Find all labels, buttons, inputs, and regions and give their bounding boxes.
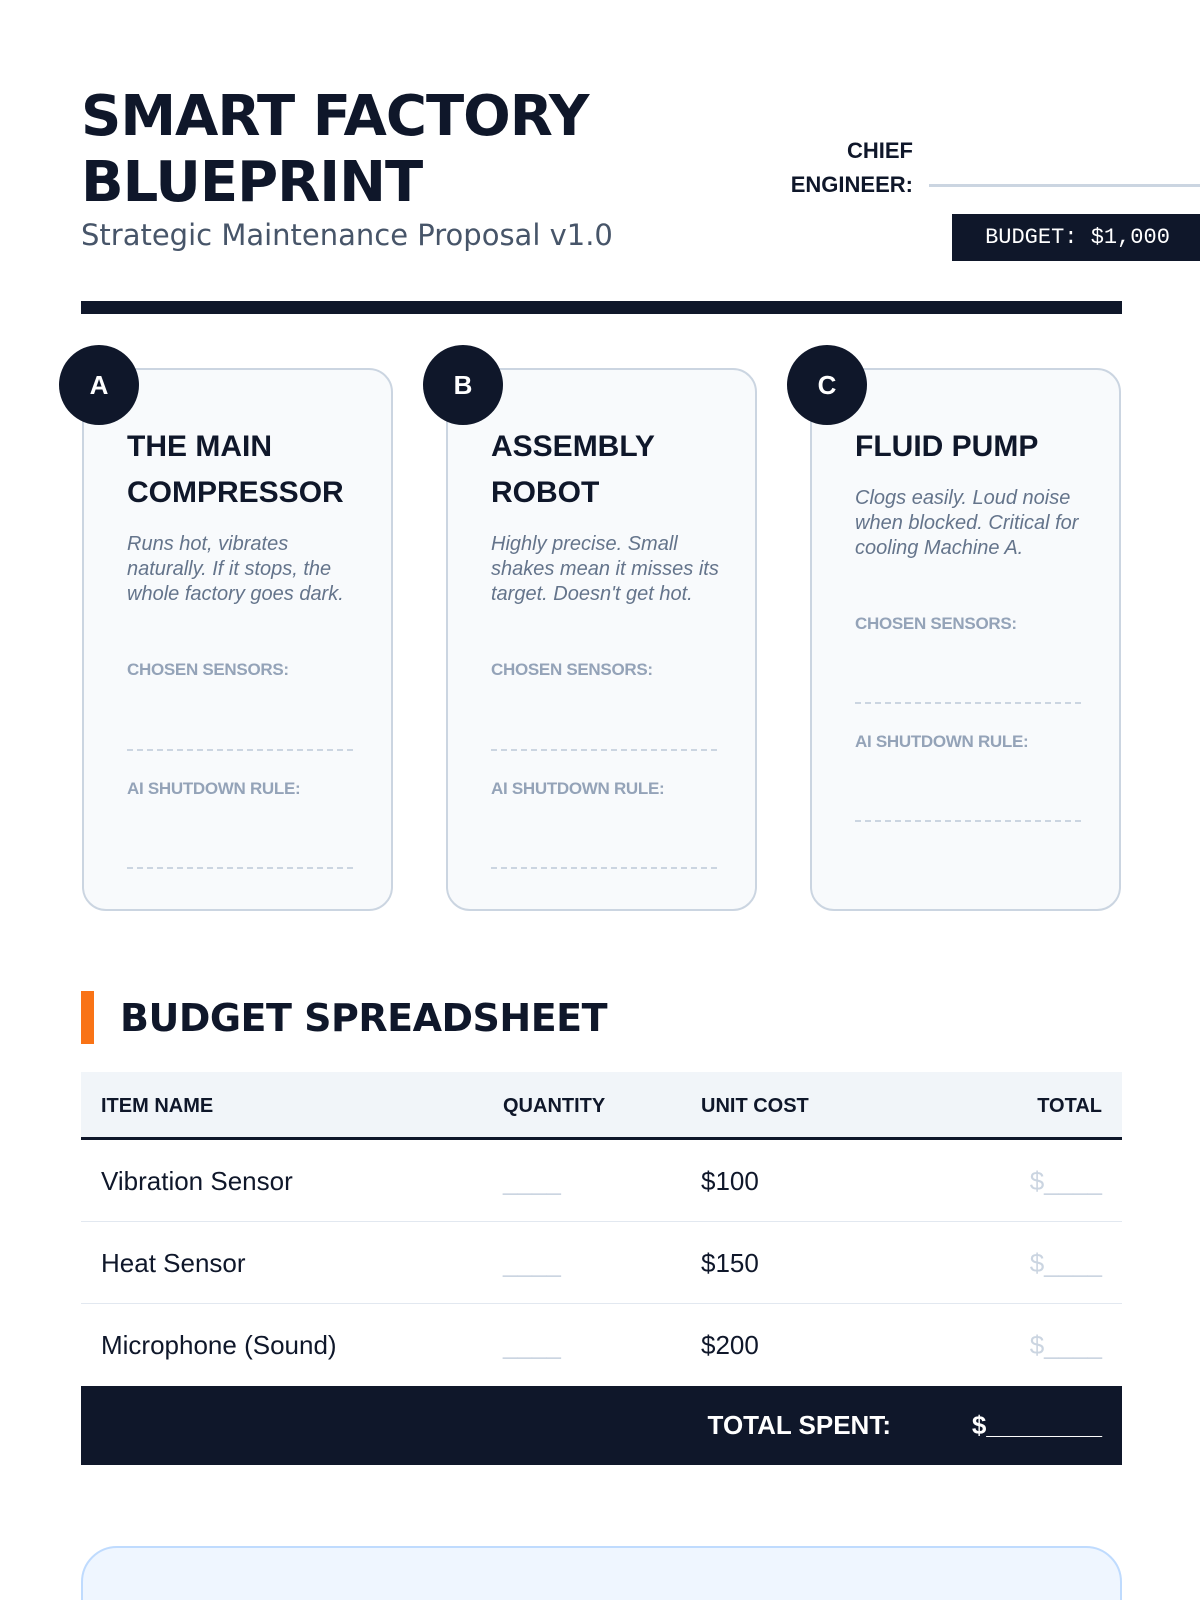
machine-title: FLUID PUMP — [855, 430, 1039, 463]
chosen-sensors-label: CHOSEN SENSORS: — [127, 660, 289, 679]
total-spent-label: TOTAL SPENT: — [707, 1410, 891, 1440]
column-header-unit-cost: UNIT COST — [701, 1095, 809, 1117]
item-name-cell: Vibration Sensor — [101, 1166, 293, 1196]
column-header-item-name: ITEM NAME — [101, 1095, 214, 1117]
ai-shutdown-rule-field[interactable] — [127, 867, 353, 869]
chosen-sensors-field[interactable] — [855, 702, 1081, 704]
machine-title: ASSEMBLY ROBOT — [491, 430, 655, 509]
quantity-field[interactable]: ____ — [503, 1166, 561, 1196]
item-name-cell: Microphone (Sound) — [101, 1330, 337, 1360]
ai-shutdown-rule-label: AI SHUTDOWN RULE: — [855, 732, 1029, 751]
section-accent-bar — [81, 991, 94, 1044]
table-row — [81, 1304, 1122, 1386]
row-total-field[interactable]: $____ — [1029, 1330, 1102, 1360]
quantity-field[interactable]: ____ — [503, 1330, 561, 1360]
column-header-total: TOTAL — [1037, 1095, 1102, 1117]
table-row — [81, 1140, 1122, 1222]
chosen-sensors-field[interactable] — [491, 749, 717, 751]
unit-cost-cell: $150 — [701, 1248, 759, 1278]
page-subtitle: Strategic Maintenance Proposal v1.0 — [81, 218, 613, 252]
info-box — [81, 1546, 1122, 1600]
page-title: SMART FACTORY BLUEPRINT — [81, 84, 589, 215]
budget-section-title: BUDGET SPREADSHEET — [120, 996, 608, 1040]
total-spent-field[interactable]: $________ — [971, 1410, 1102, 1440]
header-divider — [81, 301, 1122, 314]
row-total-field[interactable]: $____ — [1029, 1166, 1102, 1196]
item-name-cell: Heat Sensor — [101, 1248, 246, 1278]
header — [81, 84, 1170, 314]
row-total-field[interactable]: $____ — [1029, 1248, 1102, 1278]
budget-table-header — [81, 1072, 1122, 1140]
machine-letter-badge: A — [59, 345, 139, 425]
table-row — [81, 1222, 1122, 1304]
machine-description: Highly precise. Small shakes mean it misses its target. Doesn't get hot. — [491, 533, 719, 605]
chosen-sensors-label: CHOSEN SENSORS: — [491, 660, 653, 679]
machine-letter-badge: B — [423, 345, 503, 425]
machine-card-b — [446, 368, 757, 911]
ai-shutdown-rule-field[interactable] — [491, 867, 717, 869]
unit-cost-cell: $200 — [701, 1330, 759, 1360]
machine-letter-badge: C — [787, 345, 867, 425]
machine-title: THE MAIN COMPRESSOR — [127, 430, 344, 509]
ai-shutdown-rule-label: AI SHUTDOWN RULE: — [491, 779, 665, 798]
total-spent-bar — [81, 1386, 1122, 1465]
ai-shutdown-rule-field[interactable] — [855, 820, 1081, 822]
unit-cost-cell: $100 — [701, 1166, 759, 1196]
quantity-field[interactable]: ____ — [503, 1248, 561, 1278]
chosen-sensors-label: CHOSEN SENSORS: — [855, 614, 1017, 633]
machine-description: Clogs easily. Loud noise when blocked. Critical for cooling Machine A. — [855, 487, 1079, 559]
machine-card-a — [82, 368, 393, 911]
chosen-sensors-field[interactable] — [127, 749, 353, 751]
column-header-quantity: QUANTITY — [503, 1095, 606, 1117]
budget-badge: BUDGET: $1,000 — [952, 214, 1200, 261]
ai-shutdown-rule-label: AI SHUTDOWN RULE: — [127, 779, 301, 798]
chief-engineer-label: CHIEF ENGINEER: — [790, 138, 913, 197]
machine-description: Runs hot, vibrates naturally. If it stops, the whole factory goes dark. — [127, 533, 344, 605]
chief-engineer-field[interactable] — [929, 184, 1200, 187]
machine-card-c — [810, 368, 1121, 911]
